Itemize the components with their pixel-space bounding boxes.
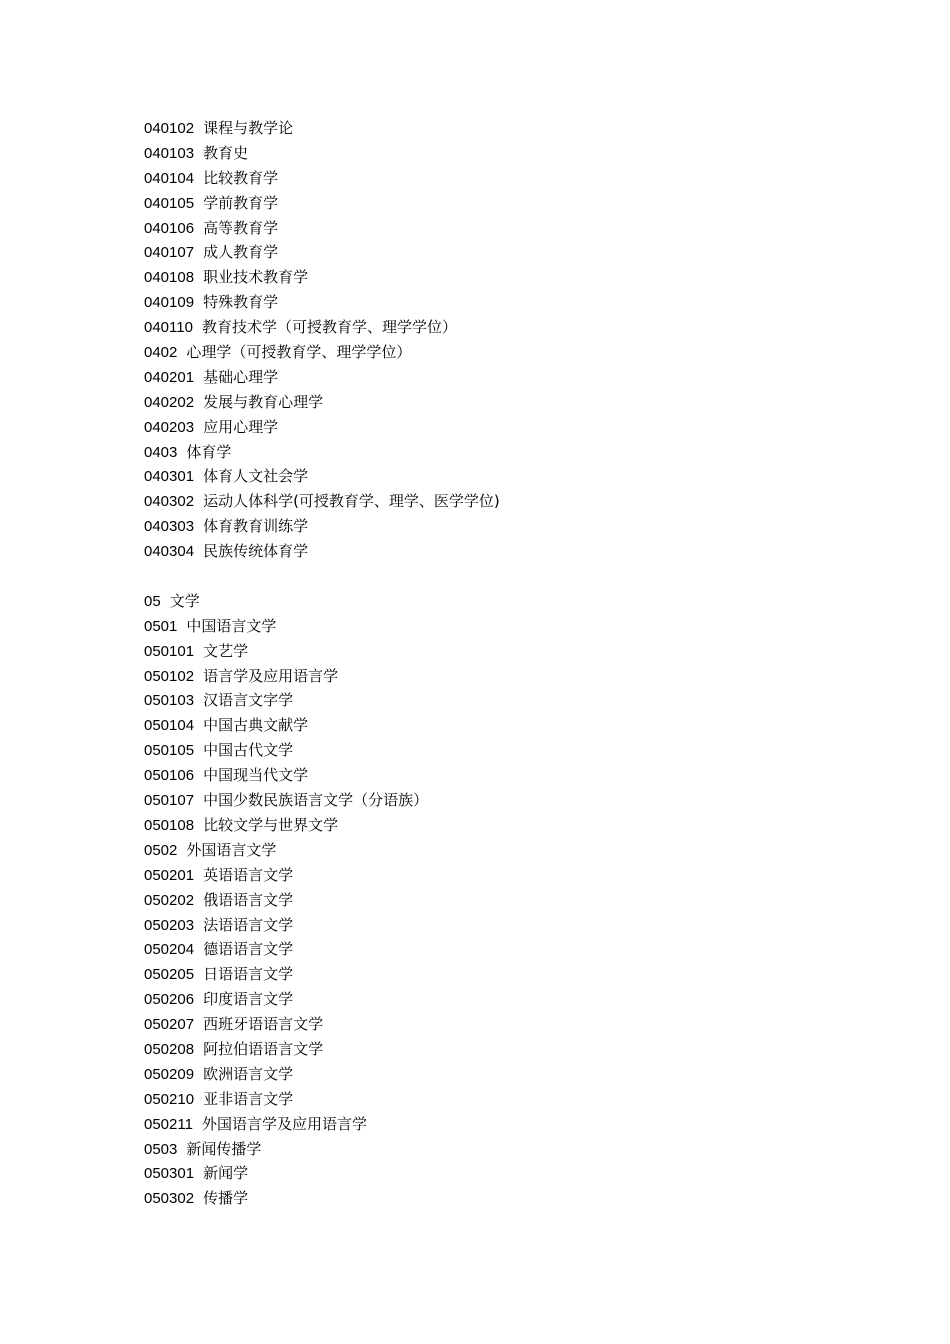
discipline-name: 心理学（可授教育学、理学学位） xyxy=(186,343,412,362)
discipline-code: 050202 xyxy=(144,891,195,909)
discipline-name: 高等教育学 xyxy=(203,218,279,237)
discipline-code: 040104 xyxy=(144,169,195,187)
discipline-name: 日语语言文学 xyxy=(203,965,294,984)
blank-line xyxy=(144,564,844,589)
list-item xyxy=(144,141,844,166)
list-item xyxy=(144,713,844,738)
discipline-name: 基础心理学 xyxy=(203,367,279,386)
discipline-name: 西班牙语语言文学 xyxy=(203,1015,324,1034)
discipline-name: 职业技术教育学 xyxy=(203,268,309,287)
discipline-code: 040203 xyxy=(144,418,195,436)
discipline-code: 040302 xyxy=(144,493,195,511)
list-item xyxy=(144,514,844,539)
list-item xyxy=(144,1087,844,1112)
discipline-name: 应用心理学 xyxy=(203,417,279,436)
list-item xyxy=(144,240,844,265)
discipline-name: 中国语言文学 xyxy=(186,616,277,635)
discipline-name: 新闻学 xyxy=(203,1164,249,1183)
list-item xyxy=(144,888,844,913)
discipline-code: 050107 xyxy=(144,792,195,810)
list-item xyxy=(144,863,844,888)
discipline-code: 050103 xyxy=(144,692,195,710)
list-item xyxy=(144,962,844,987)
discipline-name: 外国语言学及应用语言学 xyxy=(201,1114,367,1133)
discipline-name: 新闻传播学 xyxy=(186,1139,262,1158)
list-item xyxy=(144,116,844,141)
discipline-name: 比较文学与世界文学 xyxy=(203,815,339,834)
discipline-code: 050204 xyxy=(144,941,195,959)
discipline-code: 050205 xyxy=(144,966,195,984)
discipline-code: 040105 xyxy=(144,194,195,212)
discipline-name: 体育教育训练学 xyxy=(203,517,309,536)
list-item xyxy=(144,688,844,713)
discipline-code: 050207 xyxy=(144,1016,195,1034)
discipline-name: 比较教育学 xyxy=(203,168,279,187)
discipline-name: 发展与教育心理学 xyxy=(203,392,324,411)
discipline-name: 运动人体科学(可授教育学、理学、医学学位) xyxy=(203,492,500,511)
discipline-name: 成人教育学 xyxy=(203,243,279,262)
discipline-code: 050302 xyxy=(144,1190,195,1208)
discipline-code: 050208 xyxy=(144,1040,195,1058)
discipline-name: 外国语言文学 xyxy=(186,840,277,859)
list-item xyxy=(144,639,844,664)
list-item xyxy=(144,763,844,788)
discipline-code: 040102 xyxy=(144,120,195,137)
list-item xyxy=(144,913,844,938)
list-item xyxy=(144,315,844,340)
discipline-name: 教育史 xyxy=(203,143,249,162)
list-item xyxy=(144,1012,844,1037)
discipline-name: 语言学及应用语言学 xyxy=(203,666,339,685)
list-item xyxy=(144,664,844,689)
list-item xyxy=(144,340,844,365)
discipline-name: 民族传统体育学 xyxy=(203,542,309,561)
list-item xyxy=(144,838,844,863)
discipline-name: 文艺学 xyxy=(203,641,249,660)
discipline-name: 传播学 xyxy=(203,1189,249,1208)
discipline-name: 德语语言文学 xyxy=(203,940,294,959)
list-item xyxy=(144,191,844,216)
discipline-code: 040303 xyxy=(144,518,195,536)
discipline-code: 0402 xyxy=(144,344,178,362)
discipline-code: 05 xyxy=(144,592,161,610)
discipline-code: 050210 xyxy=(144,1090,195,1108)
discipline-name: 特殊教育学 xyxy=(203,293,279,312)
list-item xyxy=(144,614,844,639)
discipline-code: 0501 xyxy=(144,617,178,635)
list-item xyxy=(144,1037,844,1062)
discipline-list xyxy=(144,116,844,1211)
list-item xyxy=(144,440,844,465)
list-item xyxy=(144,265,844,290)
discipline-name: 教育技术学（可授教育学、理学学位） xyxy=(201,318,457,337)
discipline-code: 040109 xyxy=(144,294,195,312)
discipline-name: 俄语语言文学 xyxy=(203,890,294,909)
discipline-code: 040108 xyxy=(144,269,195,287)
discipline-name: 中国少数民族语言文学（分语族） xyxy=(203,791,429,810)
discipline-code: 050201 xyxy=(144,866,195,884)
list-item xyxy=(144,365,844,390)
discipline-name: 阿拉伯语语言文学 xyxy=(203,1039,324,1058)
discipline-name: 欧洲语言文学 xyxy=(203,1064,294,1083)
list-item xyxy=(144,1186,844,1211)
discipline-name: 中国古典文献学 xyxy=(203,716,309,735)
discipline-code: 040202 xyxy=(144,393,195,411)
list-item xyxy=(144,166,844,191)
list-item xyxy=(144,937,844,962)
discipline-code: 050203 xyxy=(144,916,195,934)
discipline-code: 050301 xyxy=(144,1165,195,1183)
discipline-code: 050211 xyxy=(144,1115,193,1133)
list-item xyxy=(144,1112,844,1137)
discipline-name: 亚非语言文学 xyxy=(203,1089,294,1108)
discipline-name: 课程与教学论 xyxy=(203,119,294,137)
discipline-code: 050101 xyxy=(144,642,195,660)
discipline-name: 汉语言文字学 xyxy=(203,691,294,710)
discipline-code: 040110 xyxy=(144,319,193,337)
discipline-name: 文学 xyxy=(169,591,200,610)
list-item xyxy=(144,290,844,315)
discipline-name: 印度语言文学 xyxy=(203,990,294,1009)
discipline-code: 050206 xyxy=(144,991,195,1009)
discipline-code: 040107 xyxy=(144,244,195,262)
discipline-code: 040103 xyxy=(144,144,195,162)
discipline-code: 0502 xyxy=(144,841,178,859)
list-item xyxy=(144,788,844,813)
discipline-code: 040301 xyxy=(144,468,195,486)
discipline-code: 050104 xyxy=(144,717,195,735)
discipline-name: 英语语言文学 xyxy=(203,865,294,884)
discipline-code: 040201 xyxy=(144,368,195,386)
list-item xyxy=(144,1161,844,1186)
list-item xyxy=(144,489,844,514)
discipline-name: 法语语言文学 xyxy=(203,915,294,934)
list-item xyxy=(144,390,844,415)
list-item xyxy=(144,813,844,838)
list-item xyxy=(144,216,844,241)
discipline-code: 040304 xyxy=(144,543,195,561)
discipline-code: 040106 xyxy=(144,219,195,237)
discipline-code: 050108 xyxy=(144,816,195,834)
discipline-name: 中国古代文学 xyxy=(203,741,294,760)
list-item xyxy=(144,539,844,564)
discipline-code: 050105 xyxy=(144,742,195,760)
discipline-code: 0503 xyxy=(144,1140,178,1158)
list-item xyxy=(144,464,844,489)
discipline-name: 学前教育学 xyxy=(203,193,279,212)
list-item xyxy=(144,415,844,440)
discipline-name: 体育学 xyxy=(186,442,232,461)
list-item xyxy=(144,987,844,1012)
list-item xyxy=(144,1062,844,1087)
discipline-code: 0403 xyxy=(144,443,178,461)
list-item xyxy=(144,589,844,614)
discipline-name: 中国现当代文学 xyxy=(203,766,309,785)
list-item xyxy=(144,738,844,763)
discipline-name: 体育人文社会学 xyxy=(203,467,309,486)
discipline-code: 050106 xyxy=(144,767,195,785)
discipline-code: 050102 xyxy=(144,667,195,685)
discipline-code: 050209 xyxy=(144,1065,195,1083)
list-item xyxy=(144,1137,844,1162)
